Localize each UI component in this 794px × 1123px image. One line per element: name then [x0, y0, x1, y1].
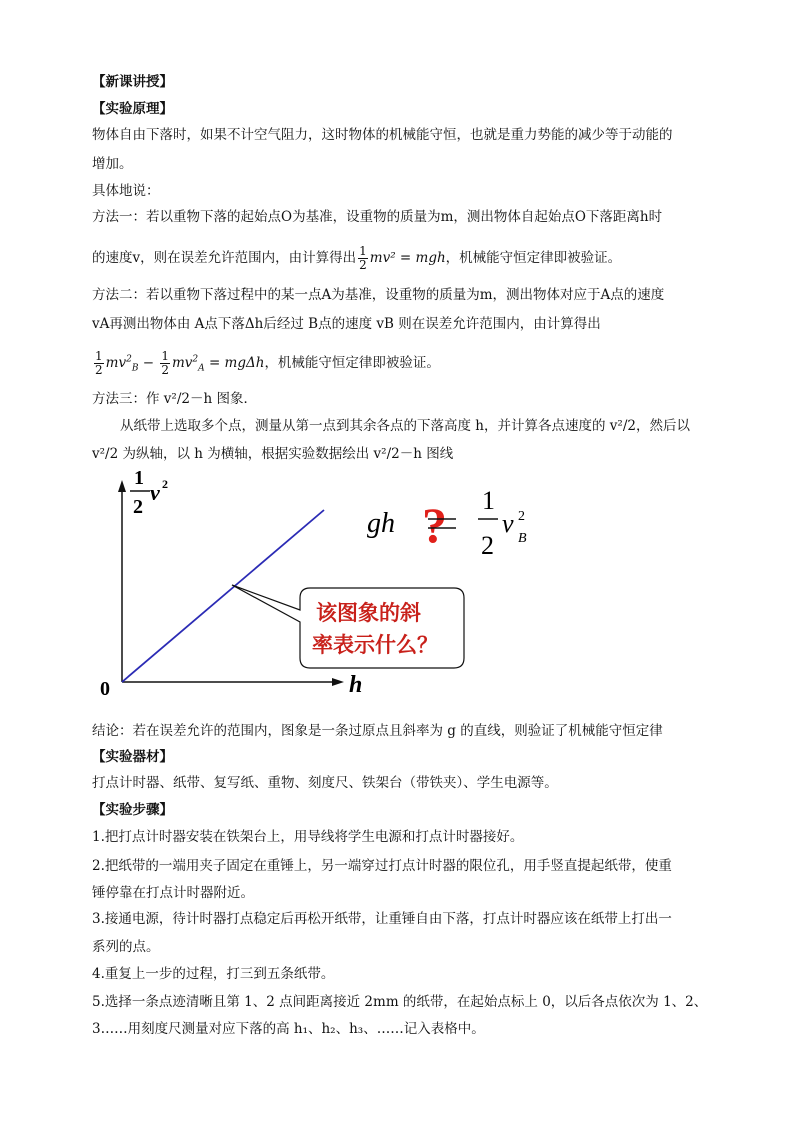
step-2-line1: 2.把纸带的一端用夹子固定在重锤上，另一端穿过打点计时器的限位孔，用手竖直提起纸带，使重	[92, 858, 672, 874]
formula-rhs: = mgΔh	[204, 355, 265, 371]
question-mark: ?	[422, 497, 447, 553]
method1-text-a: 的速度v，则在误差允许范围内，由计算得出	[92, 250, 357, 266]
principle-paragraph-line1: 物体自由下落时，如果不计空气阻力，这时物体的机械能守恒，也就是重力势能的减少等于动能的	[92, 127, 673, 143]
step-2-line2: 锤停靠在打点计时器附近。	[92, 885, 254, 901]
one-half-fraction: $\frac{1}{2}$	[95, 349, 103, 377]
v2-h-chart	[92, 462, 702, 712]
method1-line2	[92, 245, 621, 272]
one-half-fraction: $\frac{1}{2}$	[359, 244, 367, 272]
method1-formula: mv² = mgh	[369, 250, 446, 266]
origin-label: 0	[100, 678, 110, 700]
step-5-line2: 3……用刻度尺测量对应下落的高 h₁、h₂、h₃、……记入表格中。	[92, 1021, 485, 1037]
method1-text-b: ，机械能守恒定律即被验证。	[445, 250, 622, 266]
y-label-numerator: 1	[134, 467, 144, 489]
step-4: 4.重复上一步的过程，打三到五条纸带。	[92, 966, 335, 982]
method2-line3: $\frac{1}{2}$ $mv^2_B$ − $\frac{1}{2}$ $mv^2_A = mg\Delta h$，机械能守恒定律即被验证。	[95, 349, 440, 377]
equation-right-numerator: 1	[482, 486, 495, 515]
formula-term-b: mv	[105, 355, 127, 371]
section-principle: 【实验原理】	[92, 101, 173, 117]
method1-line1: 方法一：若以重物下落的起始点O为基准，设重物的质量为m，测出物体自起始点O下落距离h时	[92, 209, 663, 225]
x-axis-arrow-icon	[332, 678, 344, 686]
equation-gh: gh	[367, 508, 395, 539]
section-equipment: 【实验器材】	[92, 749, 173, 765]
method2-line2: vA再测出物体由 A点下落Δh后经过 B点的速度 vB 则在误差允许范围内，由计算得出	[92, 316, 601, 332]
section-steps: 【实验步骤】	[92, 802, 173, 818]
method2-text-b: ，机械能守恒定律即被验证。	[264, 355, 440, 371]
y-label-exponent: 2	[162, 477, 168, 491]
step-3-line1: 3.接通电源，待计时器打点稳定后再松开纸带，让重锤自由下落，打点计时器应该在纸带上打出一	[92, 911, 672, 927]
y-label-denominator: 2	[133, 496, 143, 518]
method3-desc-line1: 从纸带上选取多个点，测量从第一点到其余各点的下落高度 h，并计算各点速度的 v²/2，然后以	[120, 418, 690, 434]
data-line	[122, 510, 324, 682]
callout-line1: 该图象的斜	[316, 601, 421, 625]
principle-paragraph-line2: 增加。	[92, 156, 133, 172]
y-label-v: v	[150, 480, 160, 505]
equation-right-v: v	[502, 509, 514, 538]
specifically-label: 具体地说：	[92, 183, 160, 199]
y-axis-arrow-icon	[118, 480, 126, 492]
method2-line1: 方法二：若以重物下落过程中的某一点A为基准，设重物的质量为m，测出物体对应于A点的速度	[92, 287, 665, 303]
formula-minus: −	[138, 355, 159, 371]
equation-right-subscript: B	[518, 531, 527, 546]
step-3-line2: 系列的点。	[92, 939, 160, 955]
step-5-line1: 5.选择一条点迹清晰且第 1、2 点间距离接近 2mm 的纸带，在起始点标上 0，以后各点依次为 1、2、	[92, 994, 708, 1010]
section-new-lesson: 【新课讲授】	[92, 74, 173, 90]
step-1: 1.把打点计时器安装在铁架台上，用导线将学生电源和打点计时器接好。	[92, 829, 524, 845]
one-half-fraction: $\frac{1}{2}$	[161, 349, 169, 377]
conclusion: 结论：若在误差允许的范围内，图象是一条过原点且斜率为 g 的直线，则验证了机械能守恒定律	[92, 723, 663, 739]
callout-line2: 率表示什么？	[312, 633, 438, 657]
equipment-list: 打点计时器、纸带、复写纸、重物、刻度尺、铁架台（带铁夹）、学生电源等。	[92, 775, 558, 791]
method3-line: 方法三：作 v²/2－h 图象．	[92, 391, 257, 407]
formula-term-a: mv	[171, 355, 193, 371]
x-axis-label: h	[349, 672, 363, 698]
equation-right-denominator: 2	[481, 531, 494, 560]
equation-right-exponent: 2	[518, 509, 525, 524]
method3-desc-line2: v²/2 为纵轴，以 h 为横轴，根据实验数据绘出 v²/2－h 图线	[92, 446, 454, 462]
